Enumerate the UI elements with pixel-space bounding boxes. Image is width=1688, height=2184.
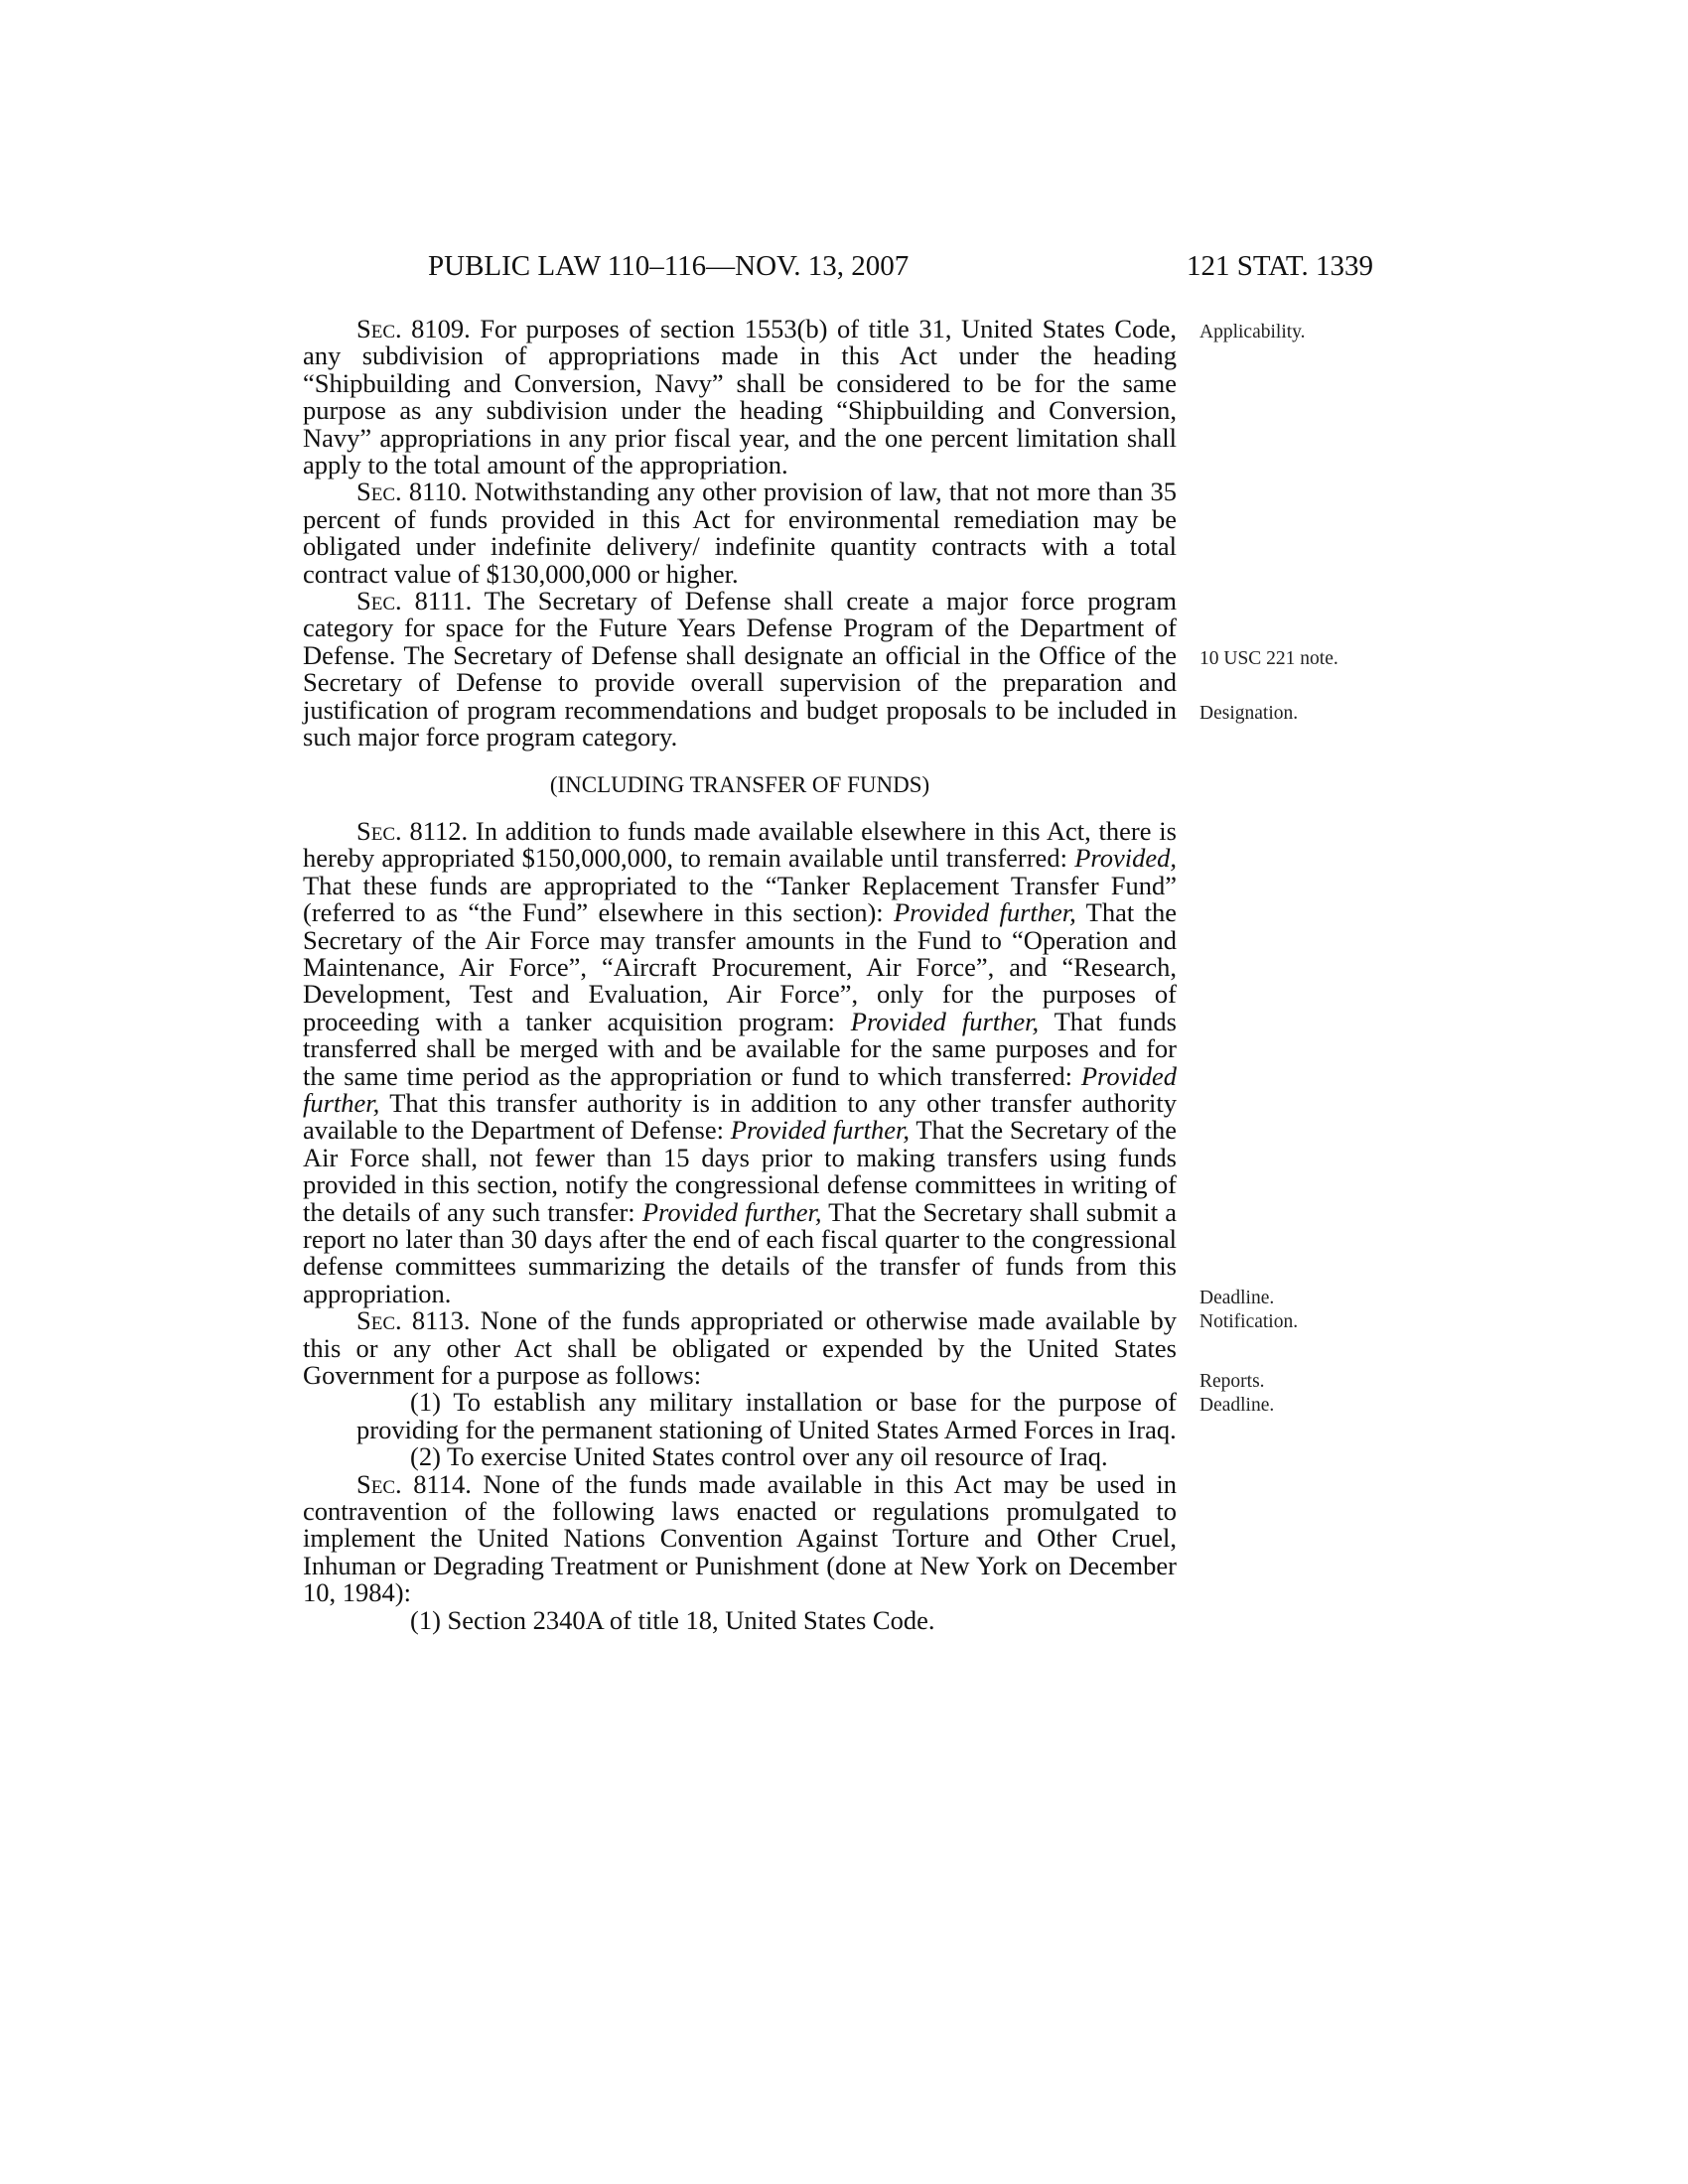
header-law-citation: PUBLIC LAW 110–116—NOV. 13, 2007: [428, 250, 910, 282]
section-text: 8110. Notwithstanding any other provision of law, that not more than 35 percent of funds provided in this Act for environmental remediation may be obligated under indefinite delivery/ indefinite quantity contracts with a total contract value of $130,000,000 or higher.: [303, 477, 1177, 589]
proviso: Provided,: [1074, 843, 1177, 874]
section-label: Sec.: [356, 1305, 402, 1336]
proviso: Provided further,: [303, 1060, 1177, 1118]
section-label: Sec.: [356, 586, 402, 616]
running-header: [298, 250, 1373, 290]
section-8113-item-1: (1) To establish any military installation or base for the purpose of providing for the permanent stationing of United States Armed Forces in Iraq.: [356, 1387, 1177, 1444]
section-8109: [303, 316, 1177, 478]
margin-note-applicability: Applicability.: [1199, 322, 1306, 342]
section-text: 8114. None of the funds made available in this Act may be used in contravention of the following laws enacted or regulations promulgated to implement the United Nations Convention Against Torture and Other Cruel, Inhuman or Degrading Treatment or Punishment (done at New York on December 10, 1984):: [303, 1468, 1177, 1608]
margin-note-deadline-notification: Deadline. Notification.: [1199, 1288, 1299, 1332]
statute-body: [303, 316, 1177, 1634]
section-8114: [303, 1468, 1177, 1608]
section-8113-item-2: (2) To exercise United States control over any oil resource of Iraq.: [410, 1441, 1108, 1472]
proviso: Provided further,: [730, 1115, 911, 1146]
section-8111: [303, 588, 1177, 751]
proviso: Provided further,: [641, 1196, 822, 1227]
proviso: Provided further,: [850, 1006, 1040, 1036]
section-label: Sec.: [356, 815, 402, 846]
section-label: Sec.: [356, 314, 402, 343]
proviso: Provided further,: [894, 897, 1076, 928]
margin-note-reports-deadline: Reports. Deadline.: [1199, 1371, 1275, 1416]
section-label: Sec.: [356, 477, 402, 507]
section-8114-item-1: (1) Section 2340A of title 18, United States Code.: [410, 1604, 935, 1635]
section-8112: Sec. 8112. In addition to funds made available elsewhere in this Act, there is hereby appropriated $150,000,000, to remain available until transferred: Provided, That these funds are appropriated to the “Tanker Replacement Transfer Fund” (referred to as “the Fund” elsewhere in this section): Provided further, That the Secretary of the Air Force may transfer amounts in the Fund to “Operation and Maintenance, Air Force”, “Aircraft Procurement, Air Force”, and “Research, Development, Test and Evaluation, Air Force”, only for the purposes of proceeding with a tanker acquisition program: Provided further, That funds transferred shall be merged with and be available for the same purposes and for the same time period as the appropriation or fund to which transferred: Provided further, That this transfer authority is in addition to any other transfer authority available to the Department of Defense: Provided further, That the Secretary of the Air Force shall, not fewer than 15 days prior to making transfers using funds provided in this section, notify the congressional defense committees in writing of the details of any such transfer: Provided further, That the Secretary shall submit a report no later than 30 days after the end of each fiscal quarter to the congressional defense committees summarizing the details of the transfer of funds from this appropriation.: [303, 815, 1178, 1308]
section-8113: [303, 1307, 1177, 1389]
section-label: Sec.: [356, 1468, 402, 1499]
margin-note-usc: 10 USC 221 note.: [1199, 648, 1338, 669]
header-stat-page: 121 STAT. 1339: [1186, 250, 1373, 282]
transfer-heading: (INCLUDING TRANSFER OF FUNDS): [549, 771, 930, 797]
section-text: 8109. For purposes of section 1553(b) of title 31, United States Code, any subdivision of appropriations made in this Act under the heading “Shipbuilding and Conversion, Navy” shall be considered to be for the same purpose as any subdivision under the heading “Shipbuilding and Conversion, Navy” appropriations in any prior fiscal year, and the one percent limitation shall apply to the total amount of the appropriation.: [303, 314, 1177, 480]
section-text: 8113. None of the funds appropriated or otherwise made available by this or any other Act shall be obligated or expended by the United States Government for a purpose as follows:: [303, 1305, 1177, 1391]
margin-note-designation: Designation.: [1199, 703, 1299, 724]
section-text: 8111. The Secretary of Defense shall create a major force program category for space for the Future Years Defense Program of the Department of Defense. The Secretary of Defense shall designate an official in the Office of the Secretary of Defense to provide overall supervision of the preparation and justification of program recommendations and budget proposals to be included in such major force program category.: [303, 586, 1177, 752]
section-8110: [303, 478, 1177, 588]
